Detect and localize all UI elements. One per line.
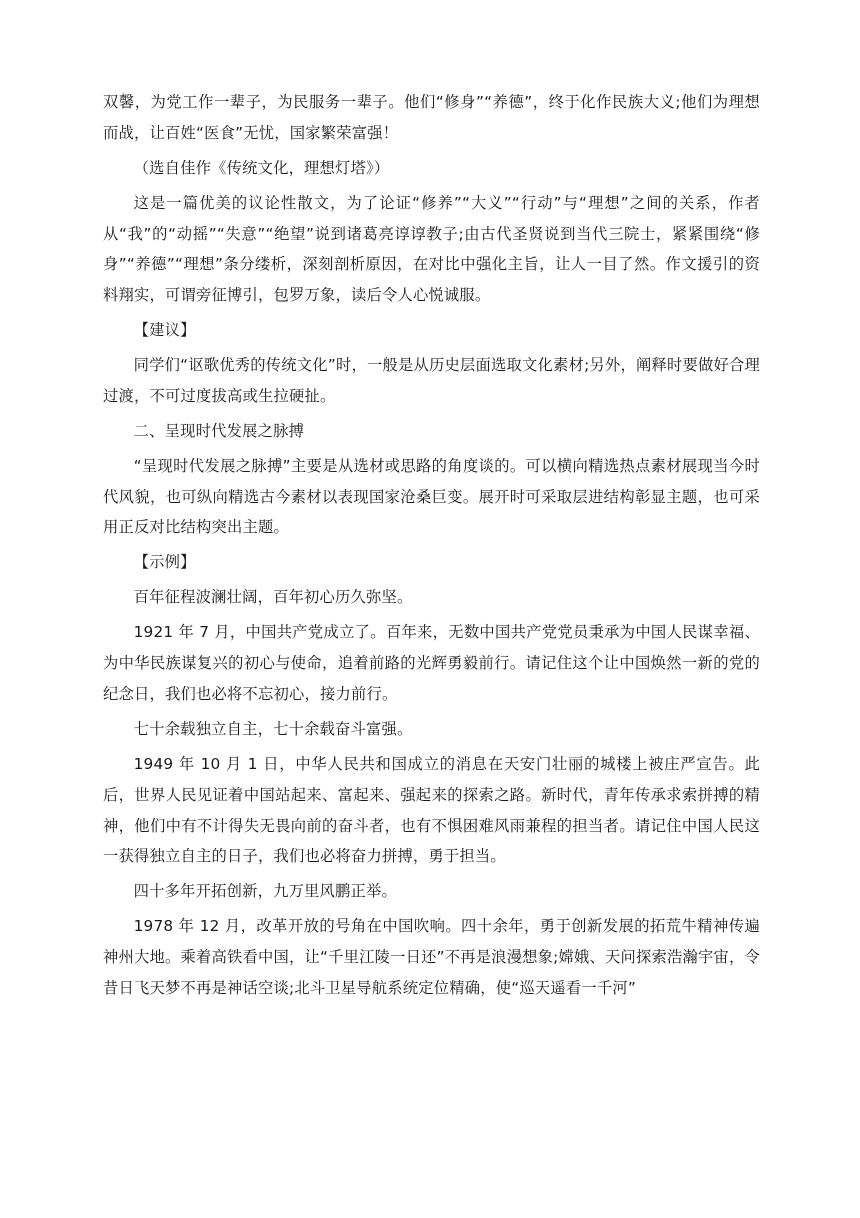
paragraph-example-line-2: 七十余载独立自主，七十余载奋斗富强。: [133, 720, 413, 739]
paragraph-suggestion: 同学们“讴歌优秀的传统文化”时，一般是从历史层面选取文化素材;另外，阐释时要做好合理过渡，不可过度拔高或生拉硬扯。: [103, 356, 760, 405]
paragraph-1: 双馨，为党工作一辈子，为民服务一辈子。他们“修身”“养德”，终于化作民族大义;他们为理想而战，让百姓“医食”无忧，国家繁荣富强！: [103, 93, 760, 142]
paragraph-example-line-3: 四十多年开拓创新，九万里风鹏正举。: [133, 882, 398, 901]
paragraph-section-2-intro: “呈现时代发展之脉搏”主要是从选材或思路的角度谈的。可以横向精选热点素材展现当今时代风貌，也可纵向精选古今素材以表现国家沧桑巨变。展开时可采取层进结构彰显主题，也可采用正反对比结构突出主题。: [103, 456, 760, 537]
paragraph-source-citation: （选自佳作《传统文化，理想灯塔》）: [133, 158, 390, 177]
paragraph-1921: 1921 年 7 月，中国共产党成立了。百年来，无数中国共产党党员秉承为中国人民谋幸福、为中华民族谋复兴的初心与使命，追着前路的光辉勇毅前行。请记住这个让中国焕然一新的党的纪念日，我们也必将不忘初心，接力前行。: [103, 623, 760, 704]
heading-suggestion: 【建议】: [133, 321, 196, 340]
paragraph-1978: 1978 年 12 月，改革开放的号角在中国吹响。四十余年，勇于创新发展的拓荒牛精神传遍神州大地。乘着高铁看中国，让“千里江陵一日还”不再是浪漫想象;嫦娥、天问探索浩瀚宇宙，令昔日飞天梦不再是神话空谈;北斗卫星导航系统定位精确，使“巡天遥看一千河”: [103, 917, 760, 997]
paragraph-commentary: 这是一篇优美的议论性散文，为了论证“修养”“大义”“行动”与“理想”之间的关系，作者从“我”的“动摇”“失意”“绝望”说到诸葛亮谆谆教子;由古代圣贤说到当代三院士，紧紧围绕“修身”“养德”“理想”条分缕析，深刻剖析原因，在对比中强化主旨，让人一目了然。作文援引的资料翔实，可谓旁征博引，包罗万象，读后令人心悦诚服。: [103, 193, 760, 305]
section-heading-2: 二、呈现时代发展之脉搏: [133, 421, 305, 440]
paragraph-example-line-1: 百年征程波澜壮阔，百年初心历久弥坚。: [133, 588, 413, 607]
document-body: [103, 87, 760, 1004]
paragraph-1949: 1949 年 10 月 1 日，中华人民共和国成立的消息在天安门壮丽的城楼上被庄严宣告。此后，世界人民见证着中国站起来、富起来、强起来的探索之路。新时代，青年传承求索拼搏的精神，他们中有不计得失无畏向前的奋斗者，也有不惧困难风雨兼程的担当者。请记住中国人民这一获得独立自主的日子，我们也必将奋力拼搏，勇于担当。: [103, 755, 760, 866]
heading-example: 【示例】: [133, 553, 196, 572]
